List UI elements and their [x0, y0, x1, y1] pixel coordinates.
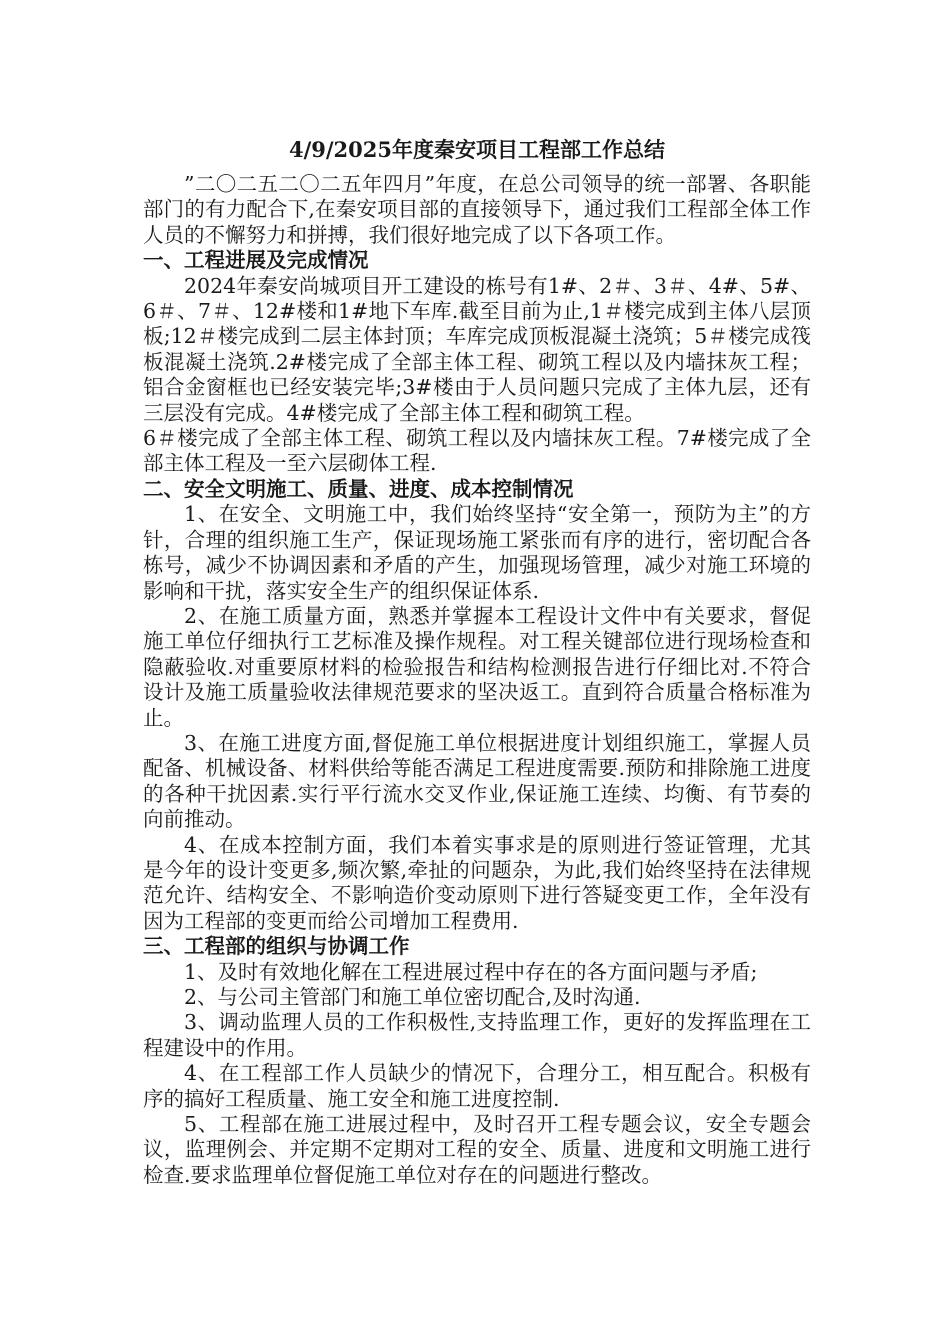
document-body	[143, 136, 811, 1188]
paragraph: 1、及时有效地化解在工程进展过程中存在的各方面问题与矛盾;	[184, 959, 758, 984]
intro-paragraph: ”二〇二五二〇二五年四月”年度，在总公司领导的统一部署、各职能部门的有力配合下,在秦安项目部的直接领导下，通过我们工程部全体工作人员的不懈努力和拼搏，我们很好地完成了以下各项工作。	[143, 172, 811, 247]
paragraph: 4、在成本控制方面，我们本着实事求是的原则进行签证管理，尤其是今年的设计变更多,频次繁,牵扯的问题杂，为此,我们始终坚持在法律规范允许、结构安全、不影响造价变动原则下进行答疑变更工作，全年没有因为工程部的变更而给公司增加工程费用.	[143, 832, 811, 933]
document-title: 4/9/2025年度秦安项目工程部工作总结	[288, 137, 665, 162]
paragraph: 1、在安全、文明施工中，我们始终坚持“安全第一，预防为主”的方针，合理的组织施工生产，保证现场施工紧张而有序的进行，密切配合各栋号，减少不协调因素和矛盾的产生，加强现场管理，减少对施工环境的影响和干扰，落实安全生产的组织保证体系.	[143, 502, 811, 603]
paragraph: 4、在工程部工作人员缺少的情况下，合理分工，相互配合。积极有序的搞好工程质量、施工安全和施工进度控制.	[143, 1061, 811, 1111]
paragraph: 3、在施工进度方面,督促施工单位根据进度计划组织施工，掌握人员配备、机械设备、材料供给等能否满足工程进度需要.预防和排除施工进度的各种干扰因素.实行平行流水交叉作业,保证施工连续、均衡、有节奏的向前推动。	[143, 730, 811, 832]
paragraph: 2、与公司主管部门和施工单位密切配合,及时沟通.	[184, 985, 641, 1009]
paragraph: 5、工程部在施工进展过程中，及时召开工程专题会议，安全专题会议，监理例会、并定期不定期对工程的安全、质量、进度和文明施工进行检查.要求监理单位督促施工单位对存在的问题进行整改。	[143, 1112, 811, 1187]
paragraph: 3、调动监理人员的工作积极性,支持监理工作，更好的发挥监理在工程建设中的作用。	[143, 1010, 811, 1060]
section-heading: 三、工程部的组织与协调工作	[143, 934, 410, 959]
section-coordination	[143, 934, 811, 1188]
section-control	[143, 477, 811, 934]
section-heading: 一、工程进展及完成情况	[143, 248, 369, 273]
paragraph: 6＃楼完成了全部主体工程、砌筑工程以及内墙抹灰工程。7#楼完成了全部主体工程及一至六层砌体工程.	[143, 426, 811, 476]
section-progress	[143, 248, 811, 477]
section-heading: 二、安全文明施工、质量、进度、成本控制情况	[143, 476, 574, 501]
paragraph: 2、在施工质量方面，熟悉并掌握本工程设计文件中有关要求，督促施工单位仔细执行工艺标准及操作规程。对工程关键部位进行现场检查和隐蔽验收.对重要原材料的检验报告和结构检测报告进行仔细比对.不符合设计及施工质量验收法律规范要求的坚决返工。直到符合质量合格标准为止。	[143, 603, 811, 730]
paragraph: 2024年秦安尚城项目开工建设的栋号有1#、2＃、3＃、4#、5#、6＃、7＃、12#楼和1#地下车库.截至目前为止,1＃楼完成到主体八层顶板;12＃楼完成到二层主体封顶；车库完成顶板混凝土浇筑；5＃楼完成筏板混凝土浇筑.2#楼完成了全部主体工程、砌筑工程以及内墙抹灰工程；铝合金窗框也已经安装完毕;3#楼由于人员问题只完成了主体九层，还有三层没有完成。4#楼完成了全部主体工程和砌筑工程。	[143, 273, 811, 425]
